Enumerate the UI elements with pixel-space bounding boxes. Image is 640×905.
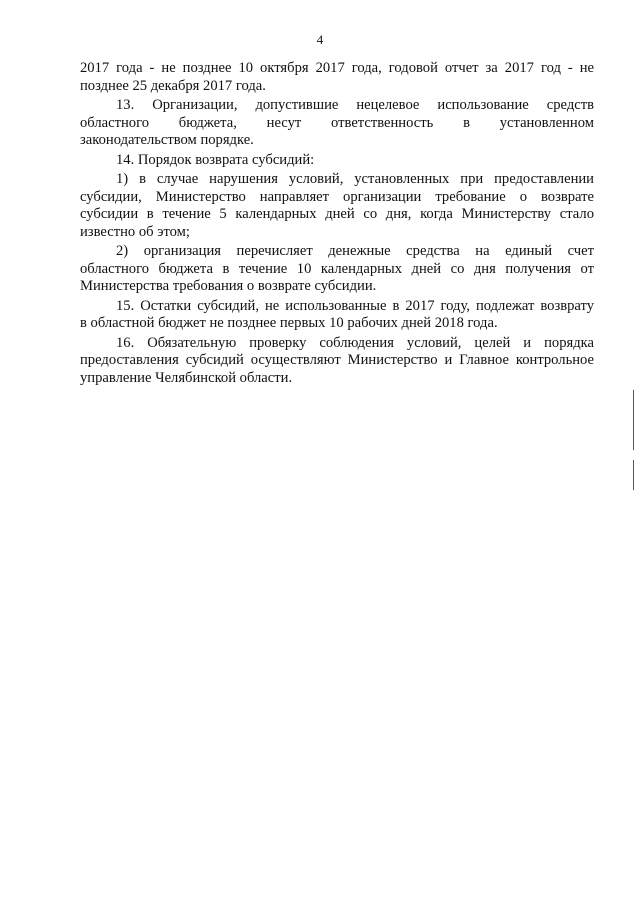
- page-number: 4: [316, 32, 324, 47]
- text-line: Министерства требования о возврате субсидии.: [80, 278, 377, 294]
- text-line: в областной бюджет не позднее первых 10 рабочих дней 2018 года.: [80, 315, 498, 331]
- text-line: 1) в случае нарушения условий, установленных при предоставлении: [116, 171, 594, 187]
- text-line: субсидии в течение 5 календарных дней со дня, когда Министерству стало: [80, 206, 594, 222]
- text-line: известно об этом;: [80, 223, 190, 240]
- document-body: [80, 60, 594, 389]
- paragraph: [80, 152, 594, 170]
- text-line: позднее 25 декабря 2017 года.: [80, 77, 266, 94]
- paragraph: [80, 243, 594, 296]
- text-line: 16. Обязательную проверку соблюдения условий, целей и порядка: [116, 334, 594, 351]
- text-line: 2) организация перечисляет денежные средства на единый счет: [116, 243, 594, 259]
- paragraph: [80, 60, 594, 95]
- text-line: предоставления субсидий осуществляют Министерство и Главное контрольное: [80, 352, 594, 368]
- paragraph: [80, 171, 594, 241]
- scan-edge-mark: [633, 390, 634, 450]
- paragraph: [80, 335, 594, 388]
- text-line: 15. Остатки субсидий, не использованные в 2017 году, подлежат возврату: [116, 297, 594, 314]
- scan-edge-mark: [633, 460, 634, 490]
- text-line: 13. Организации, допустившие нецелевое использование средств: [116, 97, 594, 113]
- text-line: областного бюджета, несут ответственность в установленном: [80, 114, 594, 131]
- paragraph: [80, 298, 594, 333]
- paragraph: [80, 97, 594, 150]
- text-line: 14. Порядок возврата субсидий:: [116, 151, 315, 168]
- text-line: управление Челябинской области.: [80, 369, 293, 386]
- text-line: 2017 года - не позднее 10 октября 2017 года, годовой отчет за 2017 год - не: [80, 60, 594, 76]
- text-line: законодательством порядке.: [80, 132, 254, 148]
- text-line: субсидии, Министерство направляет организации требование о возврате: [80, 188, 594, 205]
- paragraph-gap: [80, 387, 594, 389]
- text-line: областного бюджета в течение 10 календарных дней со дня получения от: [80, 260, 594, 277]
